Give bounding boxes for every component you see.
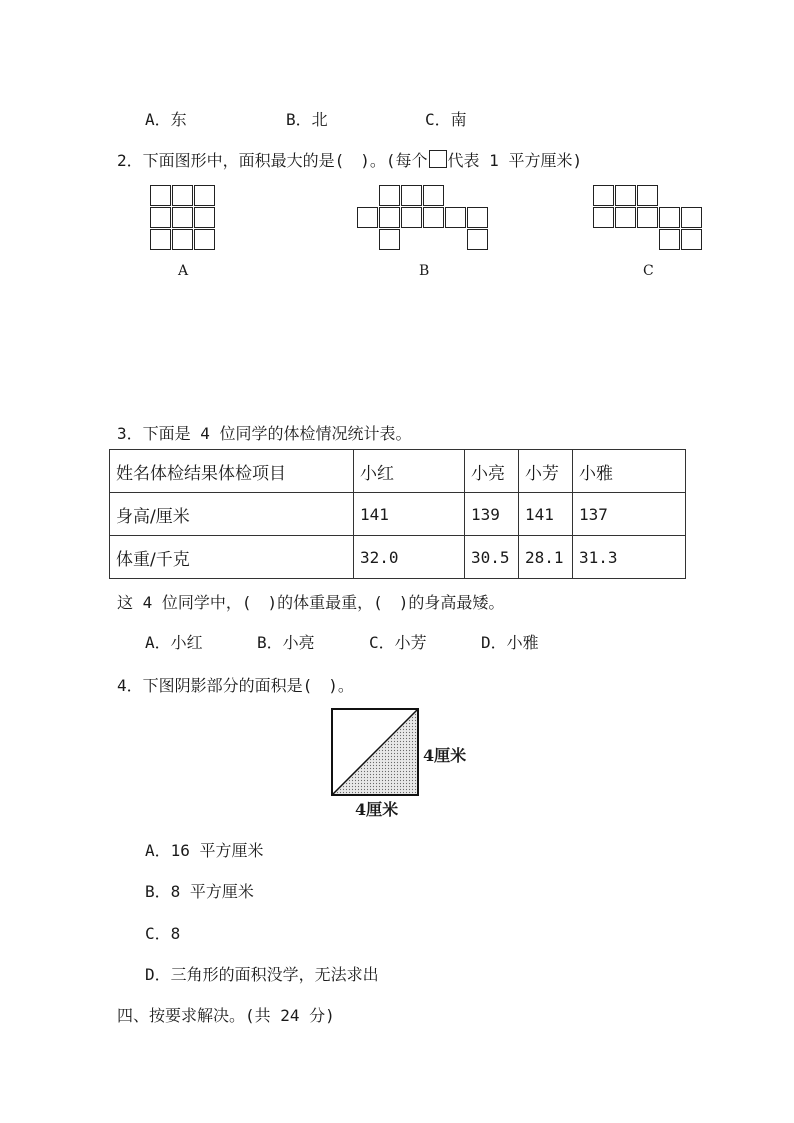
shaded-triangle-figure xyxy=(330,707,420,797)
table-cell: 141 xyxy=(519,493,573,536)
figure-a-label: A xyxy=(178,263,189,279)
table-header-cell: 小亮 xyxy=(465,450,519,493)
figure-b-label: B xyxy=(419,263,430,279)
q4-option-d: D．三角形的面积没学，无法求出 xyxy=(145,965,379,984)
table-cell: 28.1 xyxy=(519,536,573,579)
section-heading: 四、按要求解决。(共 24 分) xyxy=(117,1006,335,1025)
bottom-length-label: 4厘米 xyxy=(355,800,399,819)
table-cell: 32.0 xyxy=(354,536,465,579)
table-header-cell: 小芳 xyxy=(519,450,573,493)
unit-square-icon xyxy=(429,150,447,168)
q4-option-b: B．8 平方厘米 xyxy=(145,882,254,901)
q3-option-c: C．小芳 xyxy=(369,633,427,652)
table-cell: 体重/千克 xyxy=(110,536,354,579)
q3-title: 3．下面是 4 位同学的体检情况统计表。 xyxy=(117,424,412,443)
q1-option-c: C．南 xyxy=(425,110,467,129)
table-header-cell: 小红 xyxy=(354,450,465,493)
q4-title: 4．下图阴影部分的面积是( )。 xyxy=(117,676,354,695)
table-row xyxy=(110,493,686,536)
q3-option-a: A．小红 xyxy=(145,633,203,652)
table-row xyxy=(110,536,686,579)
table-cell: 30.5 xyxy=(465,536,519,579)
table-cell: 137 xyxy=(573,493,686,536)
table-cell: 身高/厘米 xyxy=(110,493,354,536)
figure-c-label: C xyxy=(643,263,654,279)
q2-suffix: 代表 1 平方厘米) xyxy=(447,151,583,170)
q2-question xyxy=(117,148,582,171)
q3-option-d: D．小雅 xyxy=(481,633,539,652)
side-length-label: 4厘米 xyxy=(423,746,467,765)
q3-option-b: B．小亮 xyxy=(257,633,315,652)
table-header-row xyxy=(110,450,686,493)
table-cell: 141 xyxy=(354,493,465,536)
table-header-cell: 小雅 xyxy=(573,450,686,493)
table-cell: 31.3 xyxy=(573,536,686,579)
table-header-cell: 姓名体检结果体检项目 xyxy=(110,450,354,493)
q2-prefix: 2．下面图形中，面积最大的是( )。(每个 xyxy=(117,151,428,170)
q1-option-a: A．东 xyxy=(145,110,187,129)
q1-option-b: B．北 xyxy=(286,110,328,129)
q4-option-a: A．16 平方厘米 xyxy=(145,841,264,860)
stats-table xyxy=(109,449,686,579)
q3-question: 这 4 位同学中，( )的体重最重，( )的身高最矮。 xyxy=(117,593,505,612)
table-cell: 139 xyxy=(465,493,519,536)
q4-option-c: C．8 xyxy=(145,924,181,943)
